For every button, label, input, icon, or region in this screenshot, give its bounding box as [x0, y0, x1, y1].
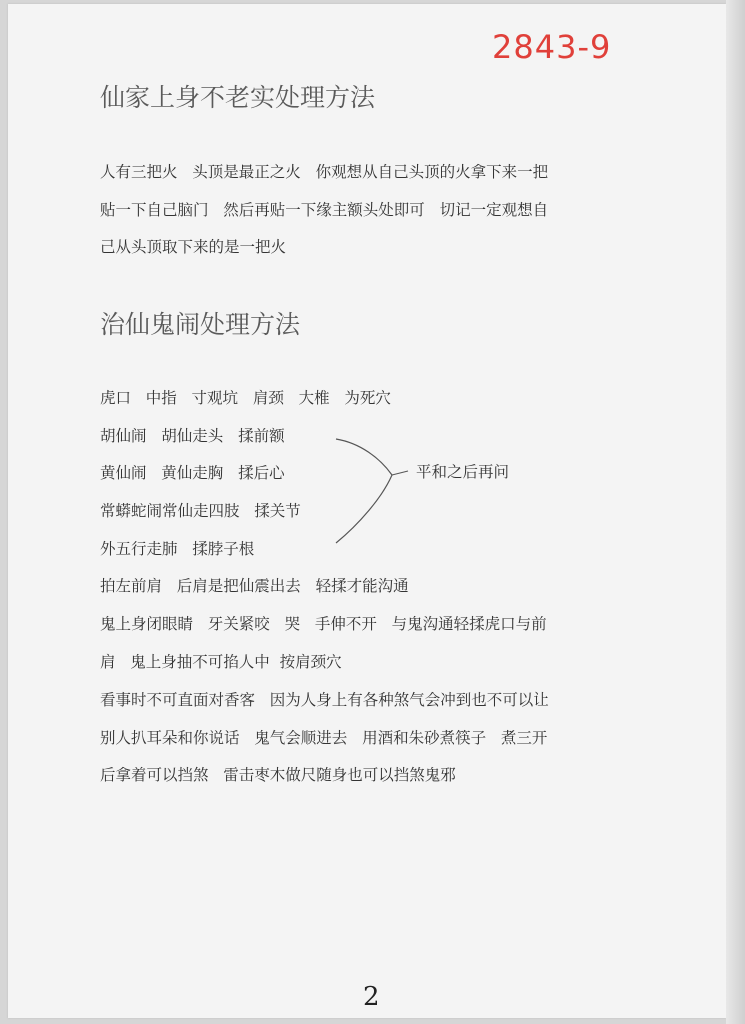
handwritten-brace	[330, 433, 440, 548]
section2-line-11: 后拿着可以挡煞 雷击枣木做尺随身也可以挡煞鬼邪	[100, 766, 456, 784]
section2-line-9: 看事时不可直面对香客 因为人身上有各种煞气会冲到也不可以让	[100, 691, 549, 709]
section2-line-10: 别人扒耳朵和你说话 鬼气会顺进去 用酒和朱砂煮筷子 煮三开	[100, 729, 548, 747]
section2-line-2: 胡仙闹 胡仙走头 揉前额	[100, 427, 285, 445]
section2-line-6: 拍左前肩 后肩是把仙震出去 轻揉才能沟通	[100, 577, 409, 595]
scan-edge	[726, 0, 745, 1024]
section2-title: 治仙鬼闹处理方法	[100, 310, 301, 339]
section2-line-8: 肩 鬼上身抽不可掐人中 按肩颈穴	[100, 653, 342, 671]
section1-line-2: 贴一下自己脑门 然后再贴一下缘主额头处即可 切记一定观想自	[100, 201, 549, 219]
page-number: 2	[363, 982, 380, 1012]
section1-line-3: 己从头顶取下来的是一把火	[100, 238, 287, 256]
section2-line-7: 鬼上身闭眼睛 牙关紧咬 哭 手伸不开 与鬼沟通轻揉虎口与前	[100, 615, 547, 633]
section2-line-1: 虎口 中指 寸观坑 肩颈 大椎 为死穴	[100, 389, 391, 407]
brace-annotation: 平和之后再问	[416, 463, 510, 481]
section1-title: 仙家上身不老实处理方法	[100, 83, 376, 112]
section1-line-1: 人有三把火 头顶是最正之火 你观想从自己头顶的火拿下来一把	[100, 163, 549, 181]
section2-line-3: 黄仙闹 黄仙走胸 揉后心	[100, 464, 285, 482]
page-code: 2843-9	[492, 28, 612, 66]
section2-line-5: 外五行走肺 揉脖子根	[100, 540, 255, 558]
section2-line-4: 常蟒蛇闹常仙走四肢 揉关节	[100, 502, 301, 520]
